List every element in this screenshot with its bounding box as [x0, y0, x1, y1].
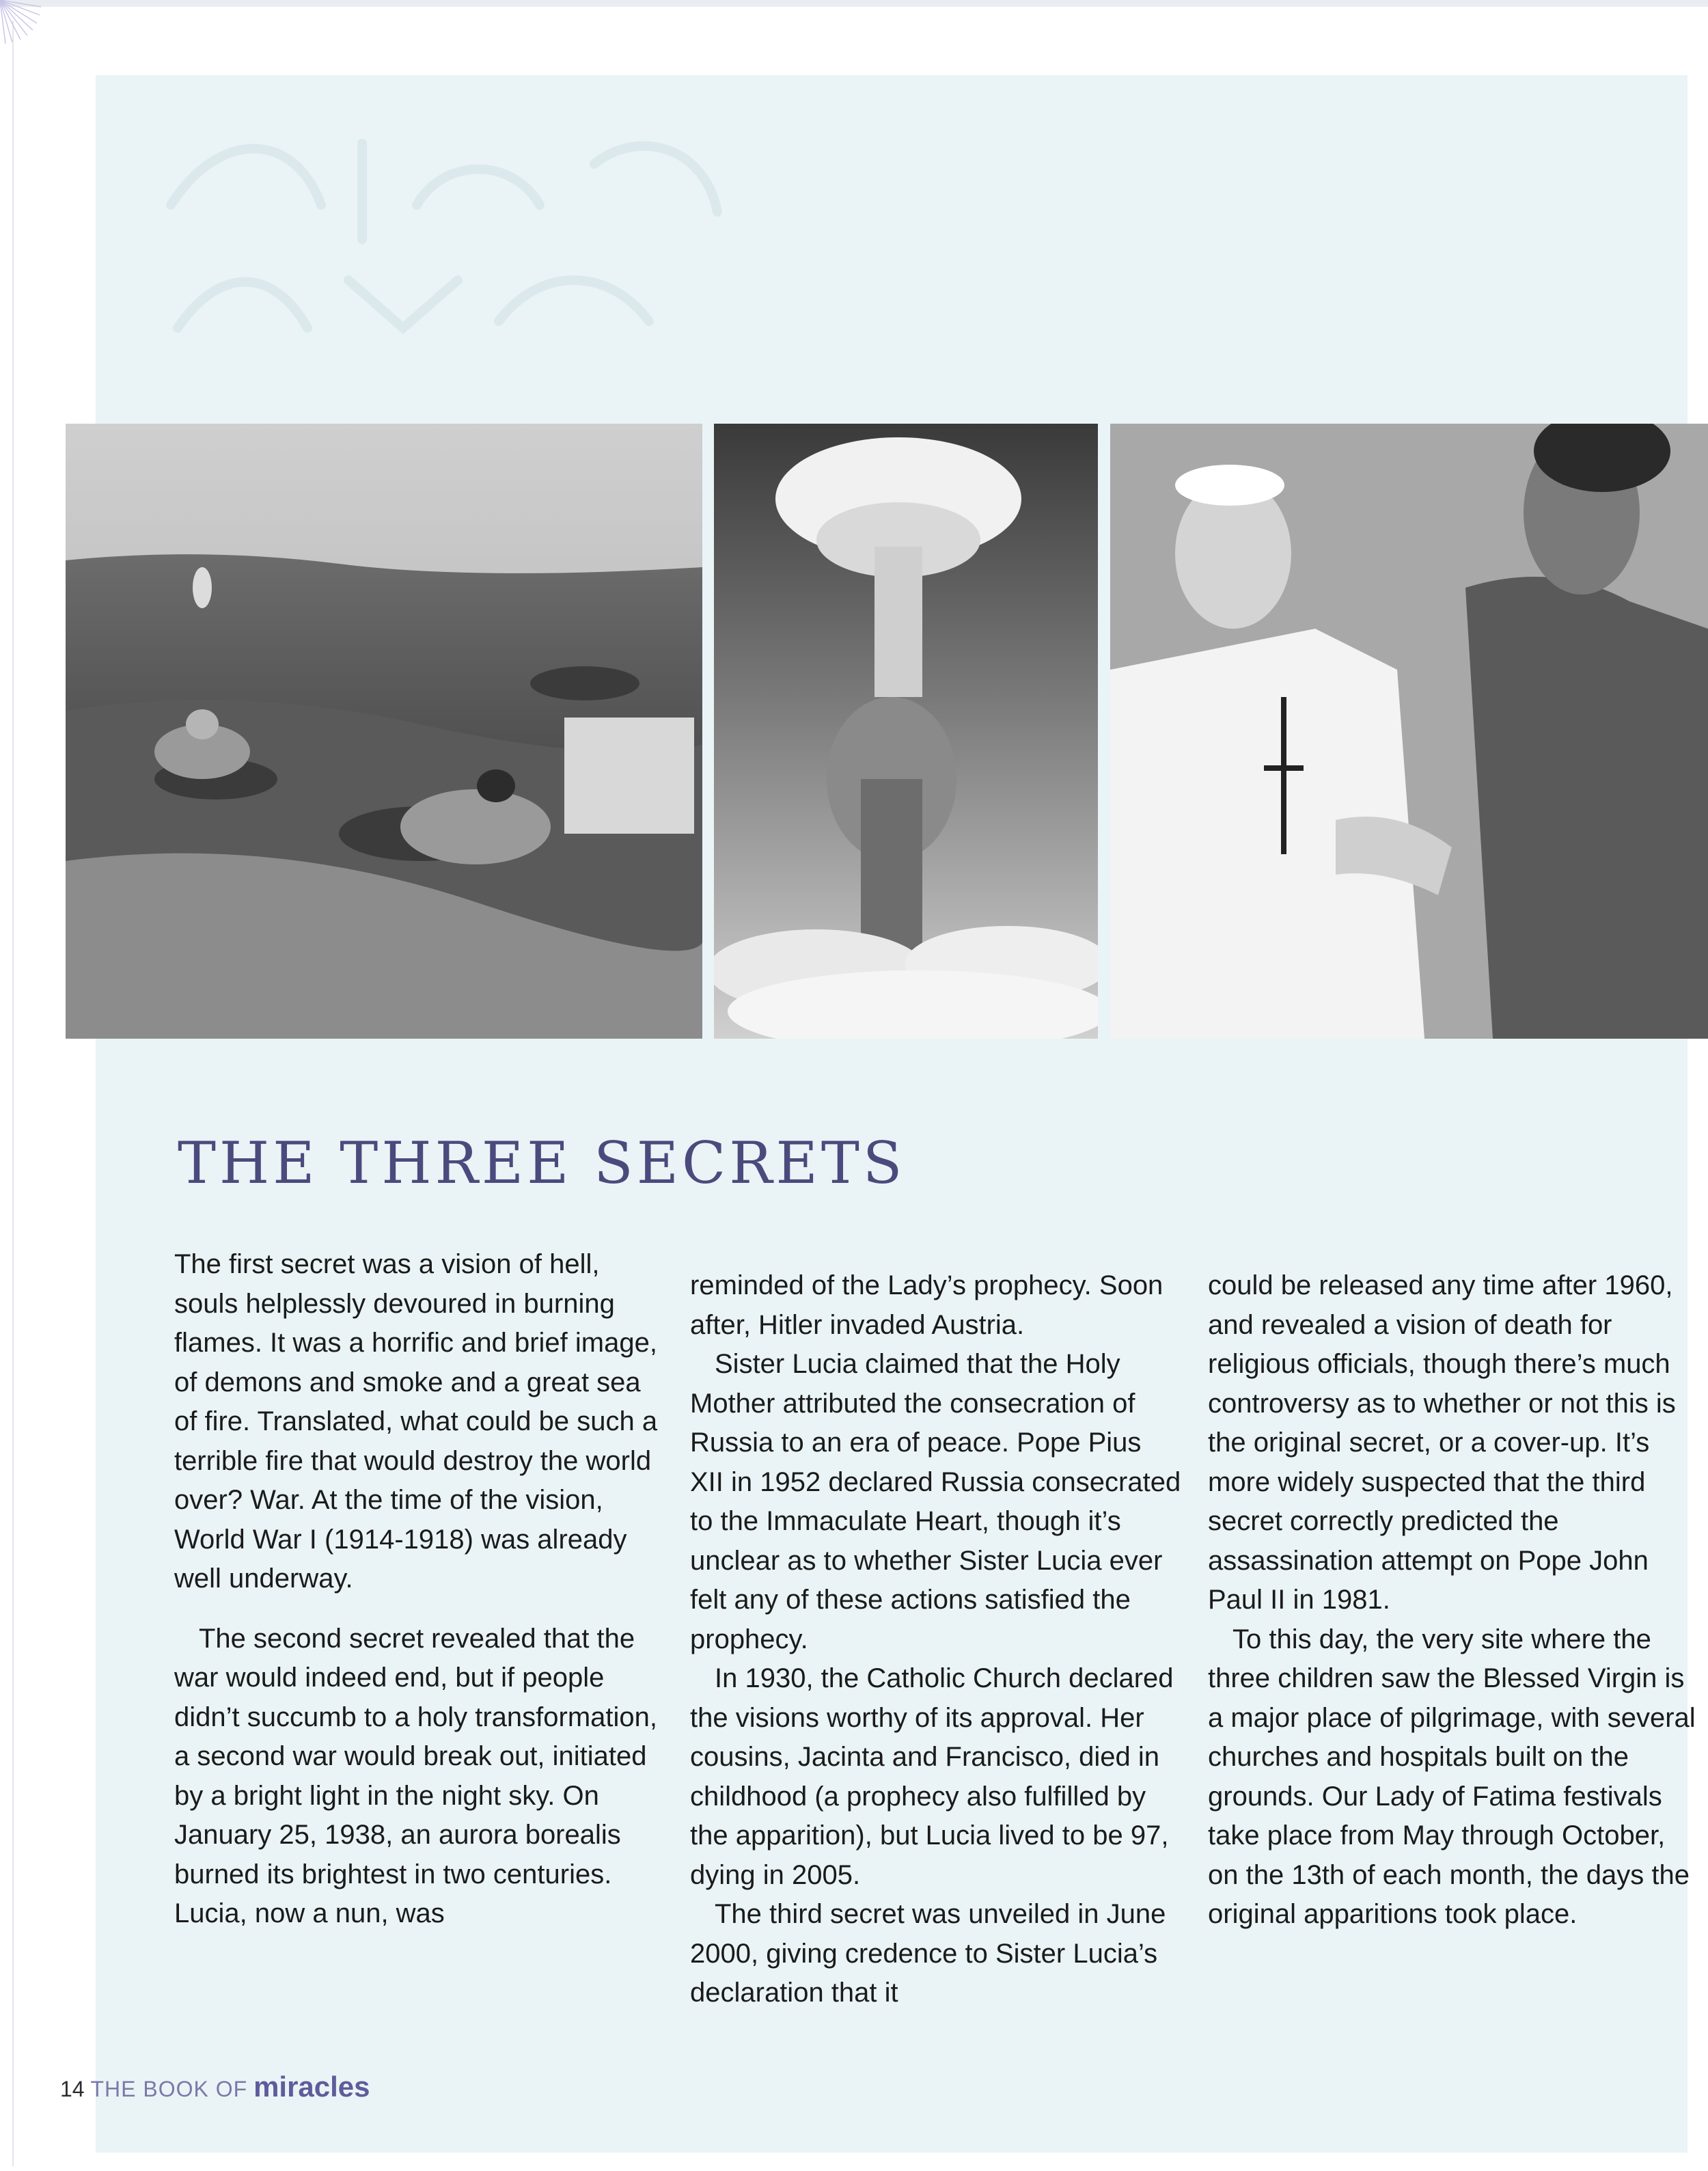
page-top-edge [0, 0, 1708, 7]
page-footer [60, 2071, 370, 2103]
paragraph: In 1930, the Catholic Church declared the visions worthy of its approval. Her cousins, Jacinta and Francisco, died in childhood (a prophecy also fulfilled by the apparition), but Lucia lived to be 97, dying in 2005. [690, 1663, 1174, 1890]
page-left-rule [12, 21, 14, 2166]
book-title: miracles [253, 2071, 370, 2103]
starburst-ornament [0, 0, 82, 82]
paragraph: The third secret was unveiled in June 2000, giving credence to Sister Lucia’s declaration that it [690, 1899, 1166, 2008]
paragraph: The second secret revealed that the war would indeed end, but if people didn’t succumb to a holy transformation, a second war would break out, initiated by a bright light in the night sky. On January 25, 1938, an aurora borealis burned its brightest in two centuries. Lucia, now a nun, was [174, 1623, 658, 1928]
paragraph: reminded of the Lady’s prophecy. Soon after, Hitler invaded Austria. [690, 1270, 1163, 1340]
text-column-3 [1208, 1266, 1700, 1935]
paragraph: Sister Lucia claimed that the Holy Mother attributed the consecration of Russia to an era of peace. Pope Pius XII in 1952 declared Russia consecrated to the Immaculate Heart, though it’s unclear as to whether Sister Lucia ever felt any of these actions satisfied the prophecy. [690, 1349, 1181, 1654]
mushroom-cloud-photo [714, 424, 1098, 1039]
battlefield-photo [66, 424, 702, 1039]
paragraph: The first secret was a vision of hell, souls helplessly devoured in burning flames. It was a horrific and brief image, of demons and smoke and a great sea of fire. Translated, what could be such a terrible fire that would destroy the world over? War. At the time of the vision, World War I (1914-1918) was already well underway. [174, 1249, 658, 1594]
paragraph: To this day, the very site where the three children saw the Blessed Virgin is a major place of pilgrimage, with several churches and hospitals built on the grounds. Our Lady of Fatima festivals take place from May through October, on the 13th of each month, the days the original apparitions took place. [1208, 1624, 1696, 1929]
pope-meeting-photo [1110, 424, 1708, 1039]
page-title: THE THREE SECRETS [178, 1130, 906, 1197]
paragraph: could be released any time after 1960, and revealed a vision of death for religious officials, though there’s much controversy as to whether or not this is the original secret, or a cover-up. It’s more widely suspected that the third secret correctly predicted the assassination attempt on Pope John Paul II in 1981. [1208, 1270, 1676, 1615]
text-column-1 [174, 1245, 666, 1934]
faded-background-lettering [157, 103, 772, 362]
text-column-2 [690, 1266, 1182, 2013]
page-number: 14 [60, 2077, 85, 2101]
book-label: THE BOOK OF [90, 2077, 248, 2101]
